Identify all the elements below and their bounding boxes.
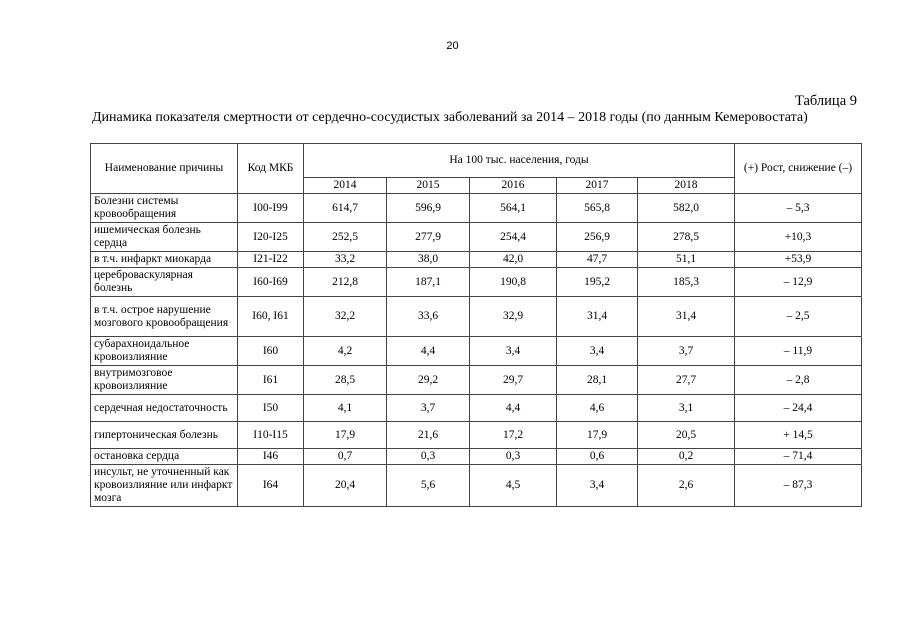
- value-cell: 17,9: [557, 422, 638, 449]
- header-row: [91, 144, 862, 178]
- header-years-group: На 100 тыс. населения, годы: [304, 144, 735, 178]
- value-cell: 277,9: [387, 223, 470, 252]
- icd-code-cell: I10-I15: [238, 422, 304, 449]
- icd-code-cell: I60: [238, 337, 304, 366]
- value-cell: 4,4: [470, 395, 557, 422]
- change-cell: – 87,3: [735, 465, 862, 507]
- table-body: [91, 194, 862, 507]
- icd-code-cell: I50: [238, 395, 304, 422]
- value-cell: 32,9: [470, 297, 557, 337]
- value-cell: 0,6: [557, 449, 638, 465]
- table-row: [91, 297, 862, 337]
- change-cell: – 2,8: [735, 366, 862, 395]
- value-cell: 20,5: [638, 422, 735, 449]
- header-year: 2015: [387, 178, 470, 194]
- value-cell: 20,4: [304, 465, 387, 507]
- value-cell: 185,3: [638, 268, 735, 297]
- table-row: [91, 223, 862, 252]
- value-cell: 4,2: [304, 337, 387, 366]
- value-cell: 5,6: [387, 465, 470, 507]
- change-cell: – 5,3: [735, 194, 862, 223]
- header-year: 2017: [557, 178, 638, 194]
- page-number: 20: [446, 40, 459, 52]
- value-cell: 252,5: [304, 223, 387, 252]
- header-code: Код МКБ: [238, 144, 304, 194]
- value-cell: 38,0: [387, 252, 470, 268]
- value-cell: 278,5: [638, 223, 735, 252]
- value-cell: 0,2: [638, 449, 735, 465]
- table-row: [91, 422, 862, 449]
- value-cell: 565,8: [557, 194, 638, 223]
- value-cell: 254,4: [470, 223, 557, 252]
- value-cell: 29,7: [470, 366, 557, 395]
- table-row: [91, 337, 862, 366]
- value-cell: 4,6: [557, 395, 638, 422]
- value-cell: 27,7: [638, 366, 735, 395]
- value-cell: 47,7: [557, 252, 638, 268]
- value-cell: 28,5: [304, 366, 387, 395]
- icd-code-cell: I21-I22: [238, 252, 304, 268]
- table-row: [91, 465, 862, 507]
- value-cell: 3,4: [470, 337, 557, 366]
- icd-code-cell: I64: [238, 465, 304, 507]
- icd-code-cell: I46: [238, 449, 304, 465]
- icd-code-cell: I60, I61: [238, 297, 304, 337]
- change-cell: +53,9: [735, 252, 862, 268]
- cause-name-cell: субарахноидальное кровоизлияние: [91, 337, 238, 366]
- value-cell: 596,9: [387, 194, 470, 223]
- cause-name-cell: инсульт, не уточненный как кровоизлияние или инфаркт мозга: [91, 465, 238, 507]
- change-cell: – 11,9: [735, 337, 862, 366]
- value-cell: 33,6: [387, 297, 470, 337]
- value-cell: 2,6: [638, 465, 735, 507]
- value-cell: 190,8: [470, 268, 557, 297]
- value-cell: 4,4: [387, 337, 470, 366]
- change-cell: + 14,5: [735, 422, 862, 449]
- table-row: [91, 252, 862, 268]
- change-cell: – 2,5: [735, 297, 862, 337]
- value-cell: 33,2: [304, 252, 387, 268]
- value-cell: 28,1: [557, 366, 638, 395]
- table-row: [91, 449, 862, 465]
- value-cell: 3,7: [638, 337, 735, 366]
- cause-name-cell: внутримозговое кровоизлияние: [91, 366, 238, 395]
- value-cell: 21,6: [387, 422, 470, 449]
- value-cell: 51,1: [638, 252, 735, 268]
- mortality-table: [90, 143, 862, 507]
- cause-name-cell: остановка сердца: [91, 449, 238, 465]
- change-cell: – 71,4: [735, 449, 862, 465]
- icd-code-cell: I20-I25: [238, 223, 304, 252]
- icd-code-cell: I61: [238, 366, 304, 395]
- icd-code-cell: I60-I69: [238, 268, 304, 297]
- value-cell: 0,3: [387, 449, 470, 465]
- header-name: Наименование причины: [91, 144, 238, 194]
- table-label: Таблица 9: [794, 93, 857, 109]
- cause-name-cell: цереброваскулярная болезнь: [91, 268, 238, 297]
- table-caption: Динамика показателя смертности от сердечно-сосудистых заболеваний за 2014 – 2018 годы (по данным Кемеровостата): [92, 110, 808, 125]
- cause-name-cell: ишемическая болезнь сердца: [91, 223, 238, 252]
- value-cell: 32,2: [304, 297, 387, 337]
- value-cell: 4,5: [470, 465, 557, 507]
- value-cell: 564,1: [470, 194, 557, 223]
- value-cell: 3,7: [387, 395, 470, 422]
- cause-name-cell: гипертоническая болезнь: [91, 422, 238, 449]
- value-cell: 29,2: [387, 366, 470, 395]
- change-cell: – 24,4: [735, 395, 862, 422]
- value-cell: 195,2: [557, 268, 638, 297]
- value-cell: 3,1: [638, 395, 735, 422]
- value-cell: 0,3: [470, 449, 557, 465]
- cause-name-cell: Болезни системы кровообращения: [91, 194, 238, 223]
- value-cell: 614,7: [304, 194, 387, 223]
- value-cell: 256,9: [557, 223, 638, 252]
- value-cell: 42,0: [470, 252, 557, 268]
- cause-name-cell: в т.ч. инфаркт миокарда: [91, 252, 238, 268]
- value-cell: 31,4: [638, 297, 735, 337]
- value-cell: 17,9: [304, 422, 387, 449]
- table-row: [91, 194, 862, 223]
- value-cell: 3,4: [557, 465, 638, 507]
- header-change: (+) Рост, снижение (–): [735, 144, 862, 194]
- change-cell: +10,3: [735, 223, 862, 252]
- value-cell: 4,1: [304, 395, 387, 422]
- value-cell: 582,0: [638, 194, 735, 223]
- table-row: [91, 268, 862, 297]
- header-year: 2016: [470, 178, 557, 194]
- value-cell: 31,4: [557, 297, 638, 337]
- value-cell: 17,2: [470, 422, 557, 449]
- value-cell: 187,1: [387, 268, 470, 297]
- table-row: [91, 395, 862, 422]
- value-cell: 3,4: [557, 337, 638, 366]
- change-cell: – 12,9: [735, 268, 862, 297]
- value-cell: 212,8: [304, 268, 387, 297]
- header-year: 2014: [304, 178, 387, 194]
- icd-code-cell: I00-I99: [238, 194, 304, 223]
- header-year: 2018: [638, 178, 735, 194]
- cause-name-cell: в т.ч. острое нарушение мозгового кровообращения: [91, 297, 238, 337]
- table-row: [91, 366, 862, 395]
- value-cell: 0,7: [304, 449, 387, 465]
- cause-name-cell: сердечная недостаточность: [91, 395, 238, 422]
